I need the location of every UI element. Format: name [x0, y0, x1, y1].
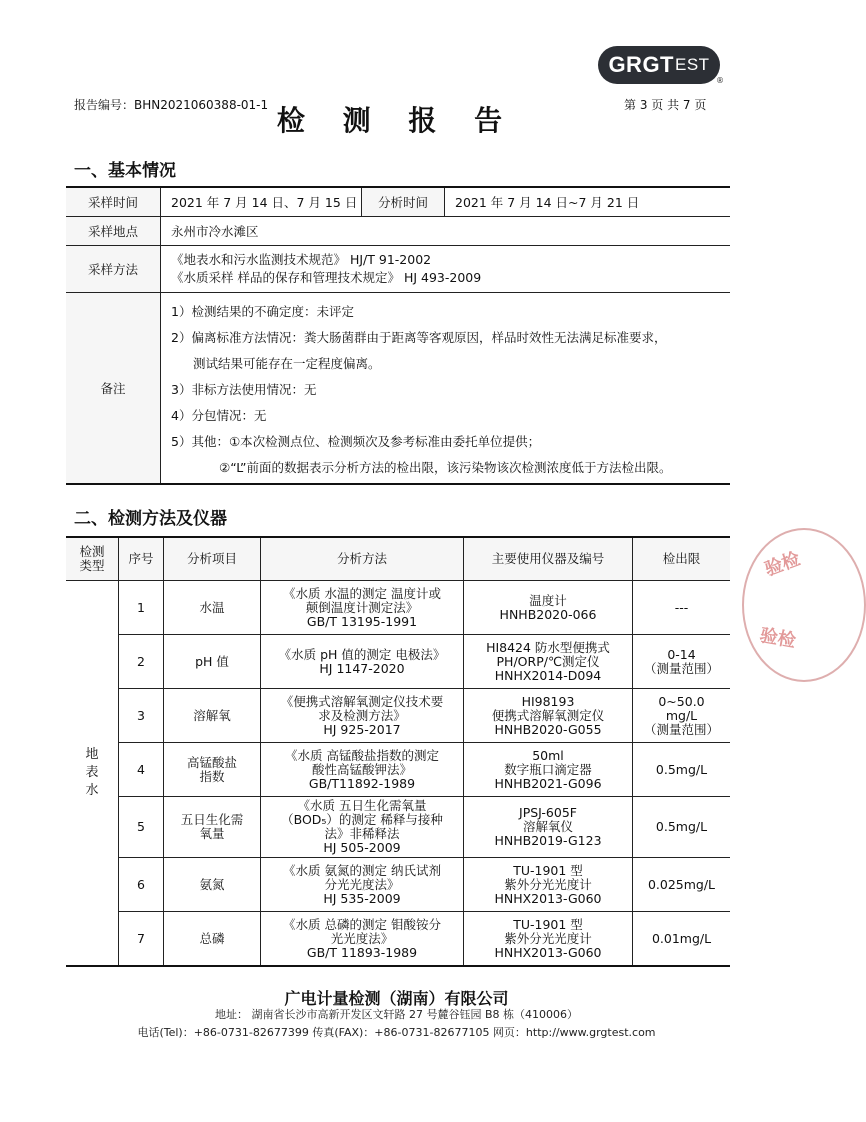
method-cell: [261, 635, 464, 689]
instrument-cell-line: 数字瓶口滴定器: [504, 761, 592, 777]
section1-heading: 一、基本情况: [74, 161, 176, 181]
instrument-cell-line: HI98193: [521, 693, 575, 709]
remarks-value: [161, 293, 731, 485]
col-header-type: [66, 537, 119, 581]
method-cell: [261, 797, 464, 858]
seq-cell: 7: [119, 912, 164, 967]
method-cell-line: 法》非稀释法: [324, 826, 400, 841]
item-cell: [164, 743, 261, 797]
limit-cell: [633, 858, 731, 912]
logo-text-bold: GRGT: [608, 52, 674, 77]
table-row: [66, 689, 730, 743]
col-header-instrument: 主要使用仪器及编号: [464, 537, 633, 581]
instrument-cell-line: 紫外分光光度计: [504, 930, 592, 946]
item-cell: [164, 581, 261, 635]
table-row: [66, 581, 730, 635]
instrument-cell-line: HNHB2020-066: [499, 606, 597, 622]
item-cell-line: 高锰酸盐: [186, 754, 237, 770]
table-row: [66, 743, 730, 797]
method-cell-line: 酸性高锰酸钾法》: [311, 761, 412, 777]
limit-cell: [633, 581, 731, 635]
instrument-cell: [464, 689, 633, 743]
method-cell-line: 《水质 氨氮的测定 纳氏试剂: [283, 862, 441, 878]
col-header-type-line: 类型: [79, 558, 105, 573]
limit-cell: [633, 743, 731, 797]
item-cell-line: 五日生化需: [180, 812, 244, 827]
method-cell-line: GB/T11892-1989: [308, 775, 416, 791]
table-row: [66, 912, 730, 967]
item-cell: [164, 797, 261, 858]
company-name: 广电计量检测（湖南）有限公司: [284, 989, 509, 1008]
table-row: [66, 858, 730, 912]
item-cell: [164, 635, 261, 689]
method-cell-line: GB/T 13195-1991: [306, 613, 418, 629]
instrument-cell-line: TU-1901 型: [513, 862, 583, 878]
instrument-cell-line: 紫外分光光度计: [504, 876, 592, 892]
logo-text-light: EST: [675, 55, 710, 74]
method-cell-line: HJ 925-2017: [323, 721, 401, 737]
item-cell-line: 水温: [199, 599, 225, 615]
table-body: [66, 581, 730, 967]
limit-cell-line: 0.5mg/L: [655, 819, 708, 834]
instrument-cell-line: JPSJ-605F: [519, 805, 577, 820]
seal-text-bottom: 验检: [758, 625, 798, 652]
method-cell-line: 《水质 水温的测定 温度计或: [283, 585, 441, 601]
remark-line: 3）非标方法使用情况：无: [171, 382, 317, 397]
col-header-type-line: 检测: [79, 544, 105, 559]
instrument-cell-line: HI8424 防水型便携式: [486, 639, 610, 655]
page-number: 第 3 页 共 7 页: [624, 98, 707, 112]
instrument-cell-line: HNHB2020-G055: [494, 721, 602, 737]
instrument-cell-line: HNHX2013-G060: [494, 890, 602, 906]
item-cell-line: 氨氮: [199, 876, 225, 892]
instrument-cell-line: PH/ORP/℃测定仪: [496, 653, 600, 669]
item-cell-line: 指数: [199, 768, 225, 784]
instrument-cell: [464, 797, 633, 858]
seq-cell: 5: [119, 797, 164, 858]
category-text: 地表水: [85, 747, 99, 798]
sampling-method-line-1: 《地表水和污水监测技术规范》 HJ/T 91-2002: [171, 252, 432, 267]
method-cell: [261, 858, 464, 912]
limit-cell-line: ---: [674, 599, 689, 615]
method-cell-line: 《水质 高锰酸盐指数的测定: [285, 747, 439, 763]
table-header-row: [66, 537, 730, 581]
limit-cell-line: 0.5mg/L: [655, 761, 708, 777]
method-cell: [261, 689, 464, 743]
seq-cell: 3: [119, 689, 164, 743]
limit-cell: [633, 912, 731, 967]
sampling-site-row: [66, 217, 730, 246]
sampling-method-row: [66, 246, 730, 293]
grgtest-logo: [598, 46, 720, 84]
sampling-time-label: 采样时间: [66, 187, 161, 217]
remark-line: 5）其他：①本次检测点位、检测频次及参考标准由委托单位提供；: [171, 434, 541, 449]
instrument-cell: [464, 581, 633, 635]
seq-cell: 1: [119, 581, 164, 635]
inspection-seal-stamp: [742, 528, 866, 682]
instrument-cell-line: 50ml: [532, 747, 564, 763]
method-cell-line: 《便携式溶解氧测定仪技术要: [280, 693, 444, 709]
registered-mark: ®: [716, 76, 724, 85]
sampling-site-value: 永州市冷水滩区: [161, 217, 731, 246]
instrument-cell-line: HNHB2021-G096: [494, 775, 602, 791]
item-cell-line: 总磷: [199, 930, 225, 946]
col-header-limit: 检出限: [633, 537, 731, 581]
instrument-cell: [464, 858, 633, 912]
method-cell-line: 光光度法》: [330, 930, 394, 946]
remarks-label: 备注: [66, 293, 161, 485]
col-header-method: 分析方法: [261, 537, 464, 581]
instrument-cell-line: 温度计: [529, 592, 567, 608]
category-cell: [66, 581, 119, 967]
sampling-site-label: 采样地点: [66, 217, 161, 246]
sampling-method-line-2: 《水质采样 样品的保存和管理技术规定》 HJ 493-2009: [171, 270, 482, 285]
table-row: [66, 797, 730, 858]
item-cell: [164, 689, 261, 743]
methods-instruments-table: [66, 536, 730, 967]
basic-info-table: [66, 186, 730, 485]
table-row: [66, 635, 730, 689]
instrument-cell-line: HNHX2014-D094: [494, 667, 602, 683]
limit-cell: [633, 635, 731, 689]
limit-cell-line: 0-14: [667, 646, 696, 662]
instrument-cell-line: HNHB2019-G123: [494, 833, 602, 848]
method-cell: [261, 743, 464, 797]
method-cell-line: GB/T 11893-1989: [306, 944, 418, 960]
method-cell: [261, 581, 464, 635]
item-cell: [164, 858, 261, 912]
limit-cell-line: mg/L: [665, 707, 698, 723]
limit-cell: [633, 689, 731, 743]
sampling-time-value: 2021 年 7 月 14 日、7 月 15 日: [161, 187, 362, 217]
method-cell-line: 《水质 总磷的测定 钼酸铵分: [283, 916, 441, 932]
seq-cell: 4: [119, 743, 164, 797]
limit-cell-line: 0.025mg/L: [647, 876, 716, 892]
sampling-method-label: 采样方法: [66, 246, 161, 293]
item-cell-line: 氧量: [199, 826, 225, 841]
instrument-cell: [464, 743, 633, 797]
method-cell-line: 《水质 pH 值的测定 电极法》: [278, 646, 446, 662]
analysis-time-label: 分析时间: [362, 187, 445, 217]
document-title: 检 测 报 告: [276, 104, 517, 137]
method-cell: [261, 912, 464, 967]
method-cell-line: 《水质 五日生化需氧量: [297, 798, 427, 813]
company-address: 地址： 湖南省长沙市高新开发区文轩路 27 号麓谷钰园 B8 栋（410006）: [214, 1008, 578, 1021]
report-number: 报告编号：BHN2021060388-01-1: [74, 98, 269, 112]
item-cell-line: 溶解氧: [193, 707, 231, 723]
instrument-cell: [464, 635, 633, 689]
method-cell-line: 分光光度法》: [324, 876, 400, 892]
remark-line: 1）检测结果的不确定度：未评定: [171, 304, 354, 319]
limit-cell-line: 0~50.0: [658, 693, 705, 709]
item-cell-line: pH 值: [195, 653, 229, 669]
section2-heading: 二、检测方法及仪器: [74, 509, 227, 529]
remarks-row: [66, 293, 730, 485]
limit-cell: [633, 797, 731, 858]
seal-text-top: 验检: [762, 548, 804, 581]
instrument-cell-line: HNHX2013-G060: [494, 944, 602, 960]
remark-line: 2）偏离标准方法情况：粪大肠菌群由于距离等客观原因，样品时效性无法满足标准要求，: [171, 330, 667, 345]
remark-line: 测试结果可能存在一定程度偏离。: [193, 356, 381, 371]
seq-cell: 6: [119, 858, 164, 912]
limit-cell-line: （测量范围）: [643, 660, 719, 676]
col-header-seq: 序号: [119, 537, 164, 581]
instrument-cell: [464, 912, 633, 967]
method-cell-line: HJ 535-2009: [323, 890, 401, 906]
remark-line: ②“L”前面的数据表示分析方法的检出限，该污染物该次检测浓度低于方法检出限。: [219, 460, 672, 475]
limit-cell-line: 0.01mg/L: [651, 930, 712, 946]
remark-line: 4）分包情况：无: [171, 408, 267, 423]
analysis-time-value: 2021 年 7 月 14 日~7 月 21 日: [445, 187, 731, 217]
seq-cell: 2: [119, 635, 164, 689]
method-cell-line: HJ 1147-2020: [319, 660, 405, 676]
col-header-item: 分析项目: [164, 537, 261, 581]
instrument-cell-line: TU-1901 型: [513, 916, 583, 932]
limit-cell-line: （测量范围）: [643, 721, 719, 737]
method-cell-line: 颠倒温度计测定法》: [305, 599, 419, 615]
company-contact: 电话(Tel)：+86-0731-82677399 传真(FAX)：+86-0731-82677105 网页：http://www.grgtest.com: [137, 1026, 656, 1039]
instrument-cell-line: 便携式溶解氧测定仪: [491, 707, 605, 723]
instrument-cell-line: 溶解氧仪: [522, 819, 573, 834]
sampling-method-value: [161, 246, 731, 293]
method-cell-line: HJ 505-2009: [323, 840, 401, 855]
item-cell: [164, 912, 261, 967]
method-cell-line: （BOD₅）的测定 稀释与接种: [281, 812, 443, 827]
method-cell-line: 求及检测方法》: [318, 707, 406, 723]
sampling-time-row: [66, 187, 730, 217]
